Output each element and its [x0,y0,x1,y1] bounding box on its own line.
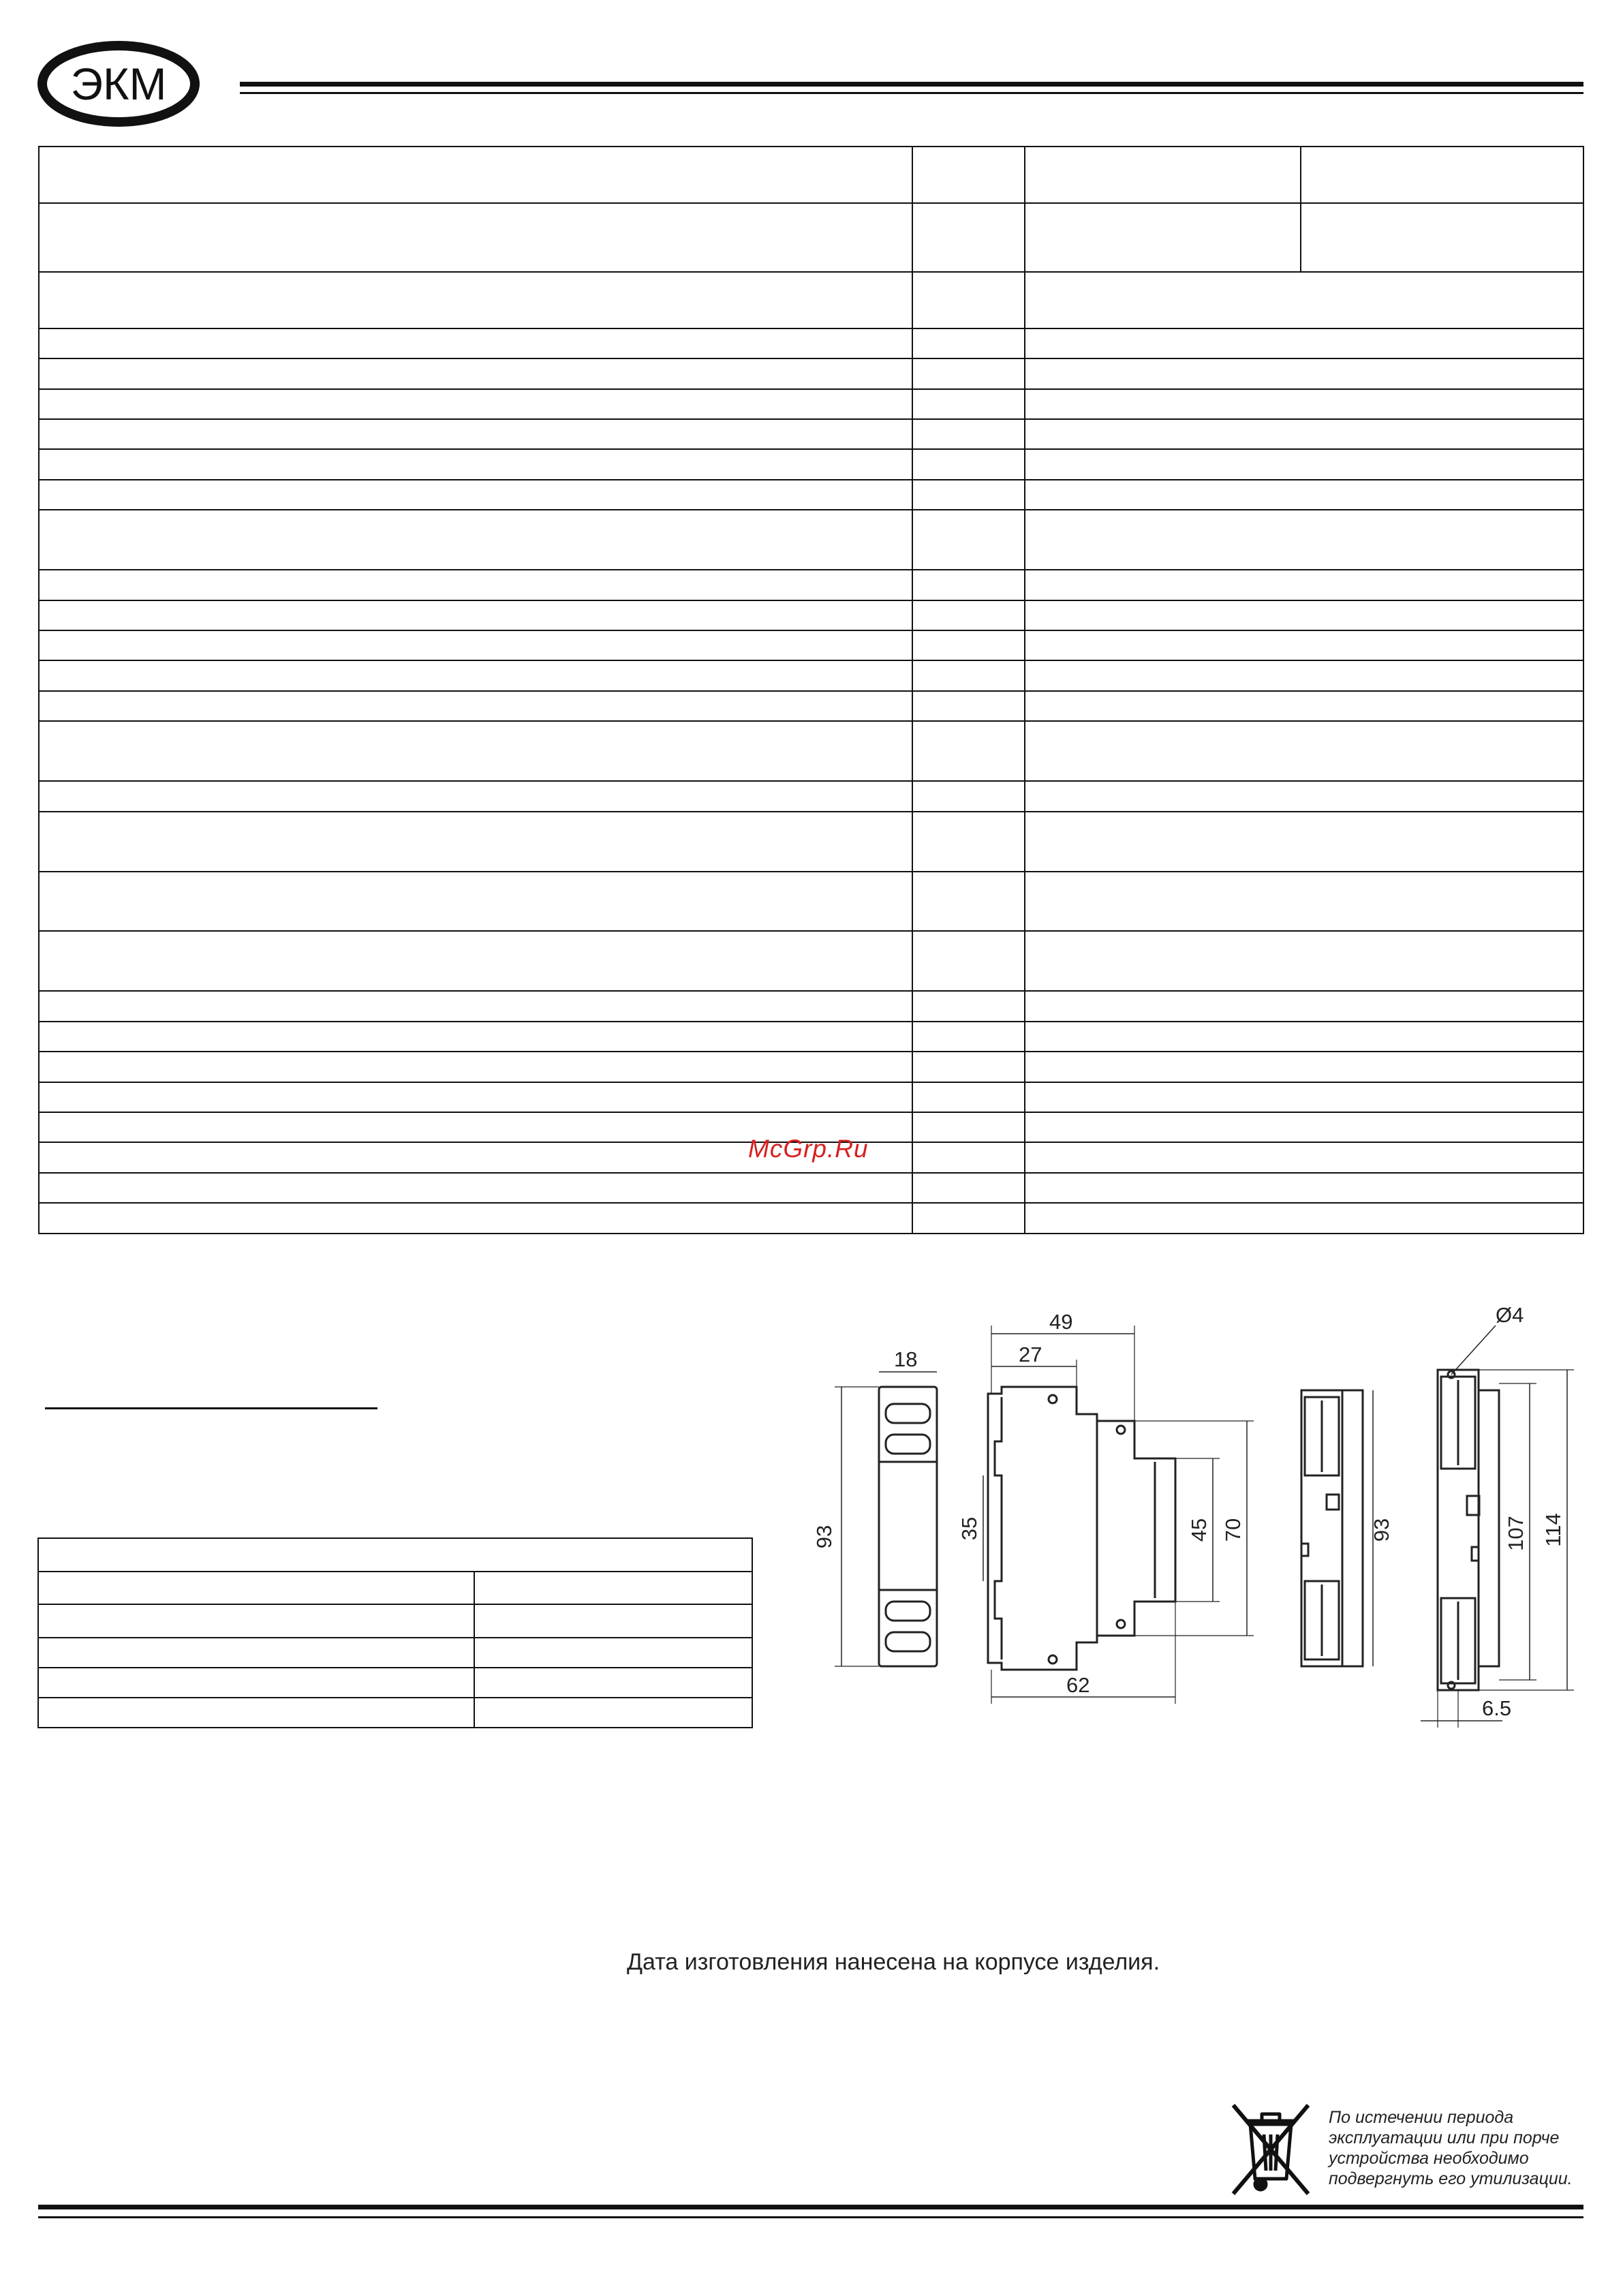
dim-width-bottom: 62 [1066,1673,1090,1697]
table-row [39,991,1583,1021]
table-row [39,203,1583,272]
table-row [39,691,1583,721]
dim-offset: 6.5 [1482,1696,1512,1720]
side-profile-view [988,1387,1175,1670]
table-row [39,1052,1583,1082]
dim-rail: 35 [957,1516,981,1541]
table-row [39,1203,1583,1234]
disposal-line: устройства необходимо [1329,2149,1529,2168]
table-row [39,147,1583,203]
table-row [39,781,1583,811]
table-row [39,480,1583,510]
table-row [39,358,1583,388]
table-row [39,1022,1583,1052]
specification-table [38,146,1584,1234]
dim-hole: Ø4 [1496,1303,1524,1327]
dim-width-front: 18 [894,1347,918,1371]
table-row [39,389,1583,419]
table-row [39,721,1583,781]
header-rule-thick [240,82,1583,87]
table-row [39,812,1583,872]
dim-width-mid: 27 [1019,1343,1042,1366]
dim-width-top: 49 [1049,1310,1073,1334]
disposal-line: По истечении периода [1329,2108,1514,2127]
header-rule-thin [240,92,1583,94]
disposal-line: подвергнуть его утилизации. [1329,2169,1573,2188]
disposal-line: эксплуатации или при порче [1329,2128,1560,2147]
dimension-drawing [812,1298,1594,1738]
dim-height-107: 107 [1504,1516,1528,1551]
table-row [39,449,1583,479]
table-row [38,1698,752,1728]
table-row [39,872,1583,932]
table-row [39,660,1583,690]
table-row [38,1638,752,1668]
table-row [38,1604,752,1638]
footer-rule-thick [38,2205,1583,2209]
logo-text: ЭКМ [70,59,167,109]
table-row [39,931,1583,991]
watermark: McGrp.Ru [748,1135,869,1163]
table-row [39,1173,1583,1203]
dim-height-front: 93 [812,1525,836,1549]
dim-height-side: 93 [1370,1518,1393,1542]
signature-line [45,1407,377,1409]
dim-depth-70: 70 [1221,1518,1245,1542]
dim-height-114: 114 [1541,1513,1565,1547]
table-row [39,1082,1583,1112]
ekm-logo [35,40,202,128]
table-row [39,630,1583,660]
small-table [37,1537,753,1728]
table-row [39,328,1583,358]
front-view [879,1387,937,1666]
table-row [39,419,1583,449]
crossed-out-wheelie-bin-icon [1226,2097,1315,2199]
disposal-note [1329,2107,1573,2189]
table-row [38,1538,752,1572]
table-row [39,510,1583,570]
table-row [39,272,1583,328]
table-row [38,1572,752,1605]
dim-depth-45: 45 [1187,1518,1211,1542]
table-row [39,570,1583,600]
footer-rule-thin [38,2216,1583,2218]
table-row [38,1668,752,1698]
table-row [39,600,1583,630]
manufacture-date-note: Дата изготовления нанесена на корпусе изделия. [627,1949,1160,1975]
